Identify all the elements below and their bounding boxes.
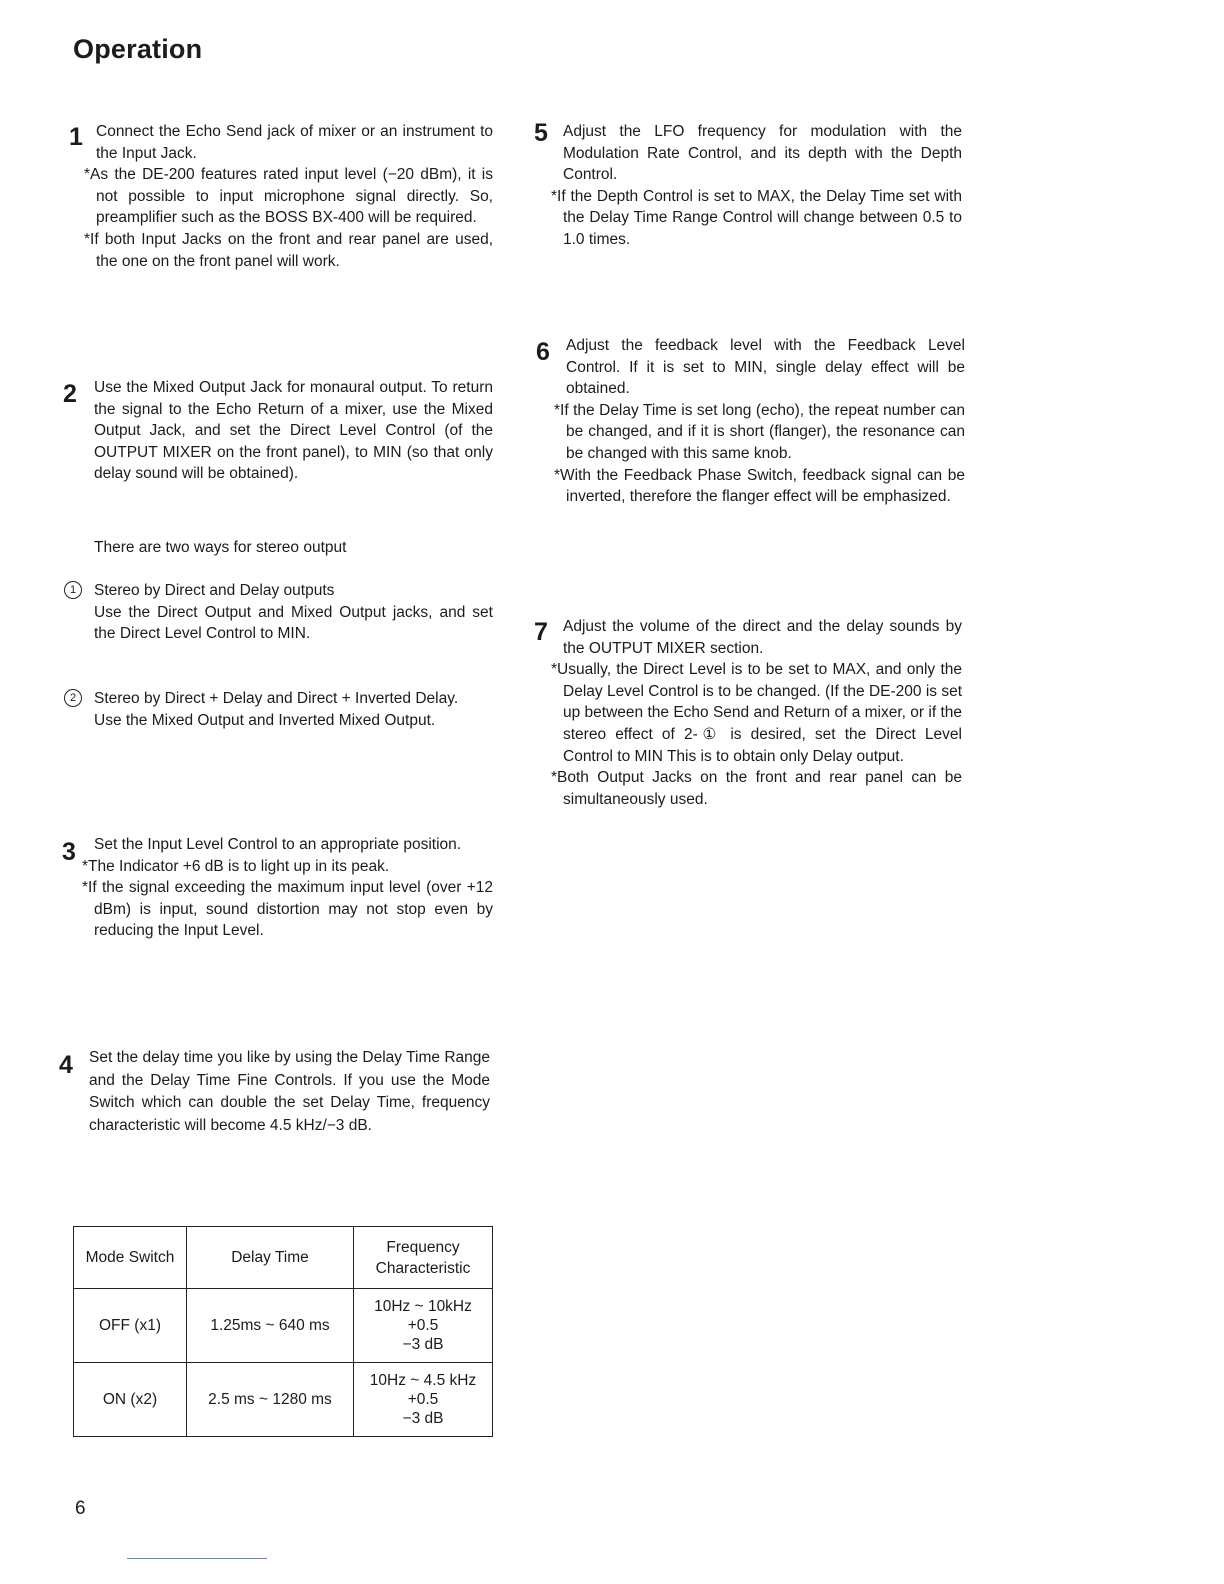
step-number: 6 — [536, 338, 550, 366]
stereo-way-title: Stereo by Direct + Delay and Direct + Inverted Delay. — [94, 690, 459, 707]
stereo-intro: There are two ways for stereo output — [94, 539, 347, 556]
step-3 — [62, 834, 493, 942]
freq-range: 10Hz ~ 4.5 kHz — [369, 1372, 477, 1389]
step-text: Connect the Echo Send jack of mixer or an instrument to the Input Jack. — [96, 123, 493, 162]
step-note: *If both Input Jacks on the front and rear panel are used, the one on the front panel will work. — [84, 230, 493, 270]
cell-mode: ON (x2) — [74, 1363, 187, 1437]
page-number: 6 — [75, 1498, 86, 1519]
step-note: *With the Feedback Phase Switch, feedback signal can be inverted, therefore the flanger effect will be emphasized. — [554, 466, 965, 506]
header-frequency: Frequency — [386, 1238, 460, 1256]
step-2 — [63, 377, 493, 485]
step-note: *If the Depth Control is set to MAX, the Delay Time set with the Delay Time Range Control will change between 0.5 to 1.0 times. — [551, 187, 962, 248]
header-delay-time: Delay Time — [187, 1227, 354, 1289]
step-note: *As the DE-200 features rated input level (−20 dBm), it is not possible to input microphone signal directly. So, preamplifier such as the BOSS BX-400 will be required. — [84, 166, 493, 227]
header-mode-switch: Mode Switch — [74, 1227, 187, 1289]
step-text: Adjust the feedback level with the Feedback Level Control. If it is set to MIN, single delay effect will be obtained. — [566, 337, 965, 398]
stereo-way-title: Stereo by Direct and Delay outputs — [94, 582, 335, 599]
cell-freq — [354, 1363, 493, 1437]
step-number: 5 — [534, 119, 548, 147]
freq-tolerance-minus: −3 dB — [402, 1336, 444, 1353]
step-text: Set the Input Level Control to an appropriate position. — [94, 836, 462, 853]
step-note: *Usually, the Direct Level is to be set to MAX, and only the Delay Level Control is to be changed. (If the DE-200 is set up between the Echo Send and Return of a mixer, or if the stereo effect of 2-① is desired, set the Direct Level Control to MIN This is to obtain only Delay output. — [551, 661, 962, 765]
step-number: 7 — [534, 618, 548, 646]
step-text: Use the Mixed Output Jack for monaural output. To return the signal to the Echo Return of a mixer, use the Mixed Output Jack, and set the Direct Level Control (of the OUTPUT MIXER on the front panel), to MIN (so that only delay sound will be obtained). — [94, 379, 493, 483]
page-title: Operation — [73, 34, 203, 64]
step-note: *If the Delay Time is set long (echo), the repeat number can be changed, and if it is short (flanger), the resonance can be changed with this same knob. — [554, 401, 965, 462]
step-6 — [536, 335, 965, 508]
step-7 — [534, 616, 962, 810]
step-note: *The Indicator +6 dB is to light up in its peak. — [82, 857, 390, 875]
step-note: *If the signal exceeding the maximum input level (over +12 dBm) is input, sound distortion may not stop even by reducing the Input Level. — [82, 879, 493, 940]
step-number: 3 — [62, 838, 76, 866]
step-number: 2 — [63, 380, 77, 408]
step-4 — [59, 1047, 490, 1137]
step-text: Adjust the volume of the direct and the delay sounds by the OUTPUT MIXER section. — [563, 618, 962, 657]
freq-tolerance-minus: −3 dB — [402, 1410, 444, 1427]
scan-edge-line — [127, 1558, 267, 1559]
stereo-way-1 — [69, 580, 493, 645]
table-row — [74, 1289, 493, 1363]
step-number: 1 — [69, 123, 83, 151]
cell-delay: 2.5 ms ~ 1280 ms — [187, 1363, 354, 1437]
circled-number-icon: 2 — [64, 689, 82, 707]
step-number: 4 — [59, 1051, 73, 1079]
cell-freq — [354, 1289, 493, 1363]
step-1 — [69, 121, 493, 272]
freq-range: 10Hz ~ 10kHz — [374, 1298, 472, 1315]
step-text: Set the delay time you like by using the Delay Time Range and the Delay Time Fine Controls. If you use the Mode Switch which can double the set Delay Time, frequency characteristic will become 4.5 kHz/−3 dB. — [89, 1049, 490, 1134]
header-frequency-characteristic — [354, 1227, 493, 1289]
stereo-way-2 — [69, 688, 493, 731]
table-header-row — [74, 1227, 493, 1289]
step-note: *Both Output Jacks on the front and rear panel can be simultaneously used. — [551, 769, 962, 808]
cell-mode: OFF (x1) — [74, 1289, 187, 1363]
stereo-way-text: Use the Direct Output and Mixed Output jacks, and set the Direct Level Control to MIN. — [94, 603, 493, 643]
stereo-way-text: Use the Mixed Output and Inverted Mixed Output. — [94, 711, 436, 729]
freq-tolerance-plus: +0.5 — [407, 1391, 439, 1408]
step-text: Adjust the LFO frequency for modulation with the Modulation Rate Control, and its depth with the Depth Control. — [563, 123, 962, 184]
freq-tolerance-plus: +0.5 — [407, 1317, 439, 1334]
mode-switch-table — [73, 1226, 493, 1437]
cell-delay: 1.25ms ~ 640 ms — [187, 1289, 354, 1363]
header-characteristic: Characteristic — [375, 1259, 471, 1277]
circled-number-icon: 1 — [64, 581, 82, 599]
step-5 — [534, 119, 962, 251]
table-row — [74, 1363, 493, 1437]
